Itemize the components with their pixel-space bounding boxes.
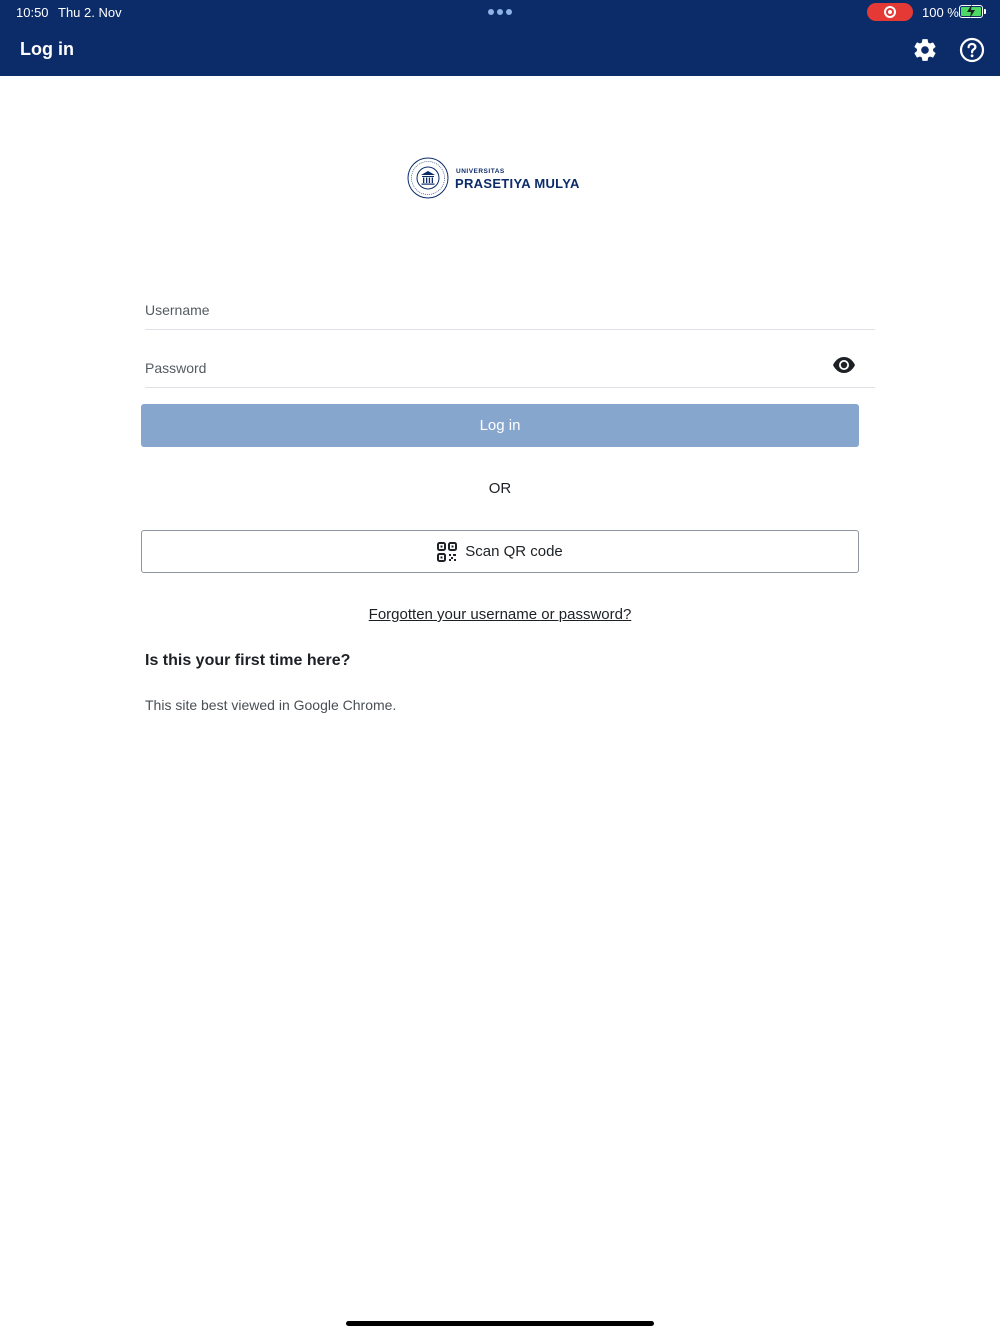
logo-line-1: UNIVERSITAS (456, 168, 505, 175)
browser-recommendation-note: This site best viewed in Google Chrome. (145, 697, 397, 713)
logo-line-2: PRASETIYA MULYA (455, 176, 580, 191)
settings-button[interactable] (912, 37, 938, 63)
university-logo (407, 157, 597, 201)
screen-recording-icon[interactable] (867, 3, 913, 21)
or-divider: OR (488, 480, 512, 497)
password-input[interactable] (145, 348, 875, 387)
first-time-heading: Is this your first time here? (145, 652, 351, 669)
toggle-password-visibility-button[interactable] (832, 355, 856, 375)
scan-qr-code-button[interactable] (141, 530, 859, 573)
eye-icon (832, 355, 856, 375)
multitasking-dots-icon[interactable] (488, 9, 512, 15)
gear-icon (912, 37, 938, 63)
home-indicator[interactable] (346, 1321, 654, 1326)
page-title: Log in (20, 39, 74, 59)
scan-qr-code-label: Scan QR code (465, 543, 563, 560)
username-field (145, 290, 875, 330)
university-seal-icon (407, 157, 449, 199)
battery-percentage: 100 % (922, 5, 959, 20)
status-date: Thu 2. Nov (58, 5, 122, 20)
qr-code-icon (437, 542, 457, 562)
status-time: 10:50 (16, 5, 49, 20)
username-input[interactable] (145, 290, 875, 329)
forgot-credentials-link[interactable]: Forgotten your username or password? (368, 606, 632, 623)
login-button[interactable]: Log in (141, 404, 859, 447)
help-button[interactable] (959, 37, 985, 63)
app-header (0, 0, 1000, 76)
battery-charging-icon (959, 5, 983, 18)
password-field (145, 348, 875, 388)
question-circle-icon (959, 37, 985, 63)
